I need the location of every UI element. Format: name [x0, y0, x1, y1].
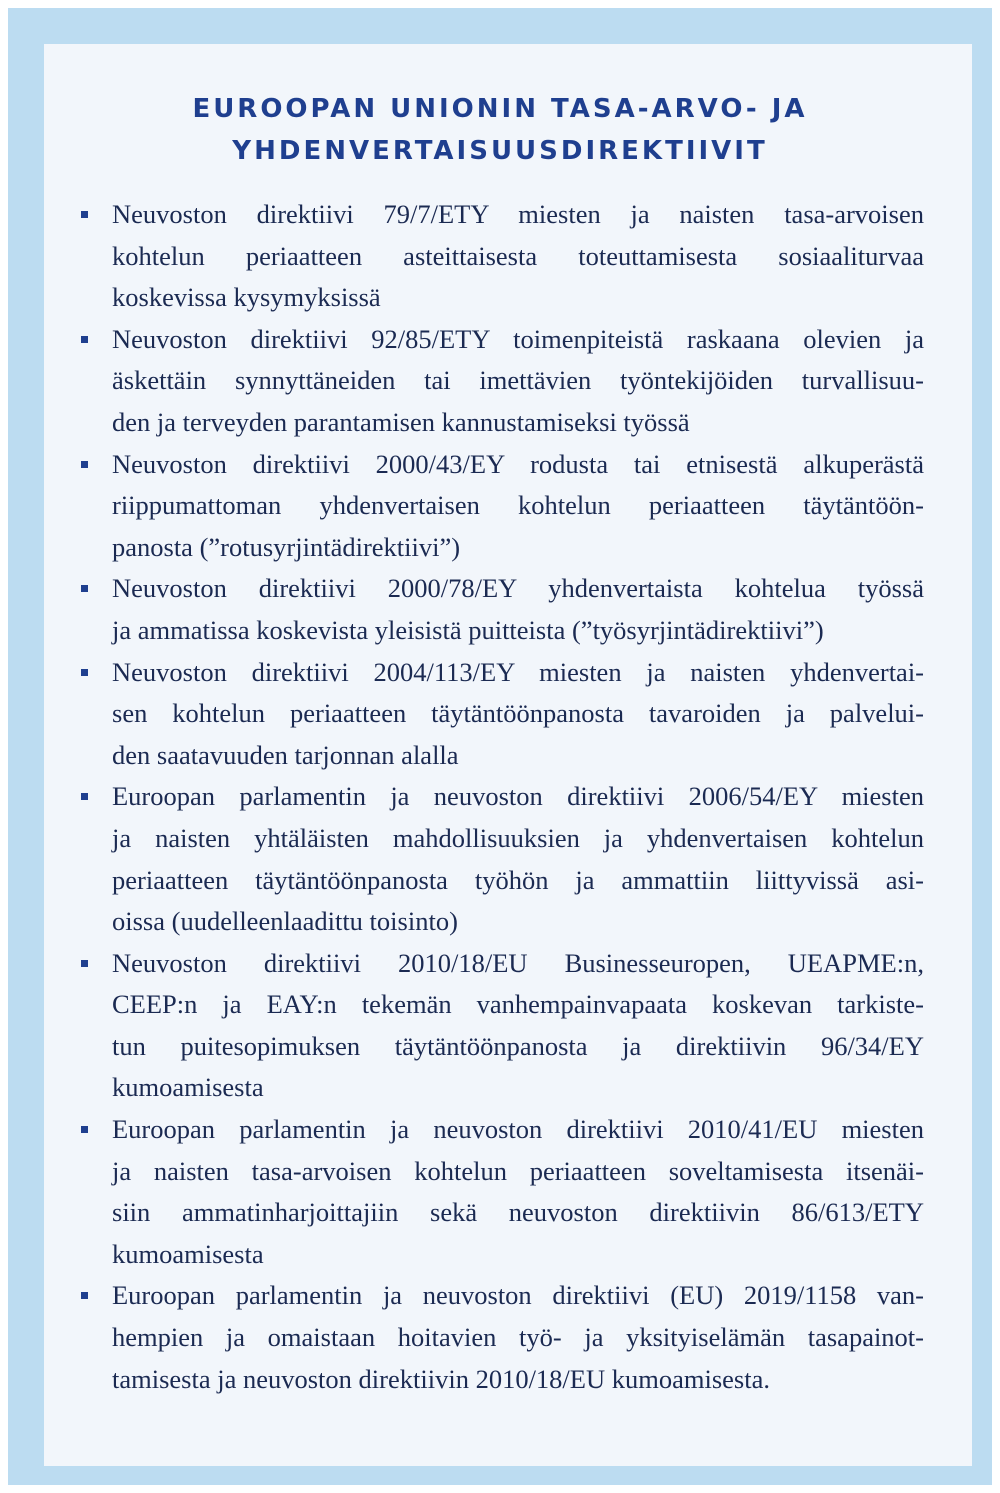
list-item	[74, 652, 924, 777]
list-item	[74, 444, 924, 569]
page-title	[0, 88, 1000, 172]
title-line-2: YHDENVERTAISUUSDIREKTIIVIT	[232, 136, 768, 166]
list-item-text-line: oissa (uudelleenlaadittu toisinto)	[112, 906, 458, 937]
bullet-icon	[81, 669, 88, 676]
list-item-text-line: siin ammatinharjoittajiin sekä neuvoston direktiivin 86/613/ETY	[112, 1197, 924, 1228]
list-item-text-line: hempien ja omaistaan hoitavien työ- ja yksityiselämän tasapainot-	[112, 1322, 924, 1353]
list-item-text-line: Neuvoston direktiivi 79/7/ETY miesten ja naisten tasa-arvoisen	[112, 199, 924, 229]
list-item-text-line: Neuvoston direktiivi 2000/78/EY yhdenvertaista kohtelua työssä	[112, 573, 924, 604]
list-item-text-line: den ja terveyden parantamisen kannustamiseksi työssä	[112, 406, 690, 437]
list-item-text-line: kumoamisesta	[112, 1072, 264, 1103]
bullet-icon	[81, 1292, 88, 1299]
list-item	[74, 1275, 924, 1400]
list-item-text-line: tamisesta ja neuvoston direktiivin 2010/18/EU kumoamisesta.	[112, 1363, 770, 1394]
list-item-text-line: sen kohtelun periaatteen täytäntöönpanosta tavaroiden ja palvelui-	[112, 698, 924, 729]
list-item-text-line: kohtelun periaatteen asteittaisesta toteuttamisesta sosiaaliturvaa	[112, 240, 924, 271]
list-item-text-line: den saatavuuden tarjonnan alalla	[112, 739, 459, 770]
list-item-text-line: Neuvoston direktiivi 92/85/ETY toimenpiteistä raskaana olevien ja	[112, 323, 924, 354]
list-item-text-line: periaatteen täytäntöönpanosta työhön ja ammattiin liittyvissä asi-	[112, 864, 924, 895]
list-item-text-line: Neuvoston direktiivi 2010/18/EU Businesseuropen, UEAPME:n,	[112, 947, 924, 978]
list-item-text-line: koskevissa kysymyksissä	[112, 282, 381, 313]
bullet-icon	[81, 960, 88, 967]
list-item	[74, 568, 924, 651]
list-item	[74, 776, 924, 942]
bullet-icon	[81, 461, 88, 468]
list-item-text-line: Neuvoston direktiivi 2000/43/EY rodusta tai etnisestä alkuperästä	[112, 448, 924, 479]
list-item-text-line: riippumattoman yhdenvertaisen kohtelun periaatteen täytäntöön-	[112, 490, 924, 521]
bullet-icon	[81, 585, 88, 592]
bullet-icon	[81, 1126, 88, 1133]
list-item	[74, 1109, 924, 1275]
list-item-text-line: ja ammatissa koskevista yleisistä puitteista (”työsyrjintädirektiivi”)	[112, 614, 824, 645]
list-item-text-line: tun puitesopimuksen täytäntöönpanosta ja direktiivin 96/34/EY	[112, 1030, 924, 1061]
list-item-text-line: Euroopan parlamentin ja neuvoston direktiivi 2010/41/EU miesten	[112, 1114, 924, 1145]
list-item-text-line: ja naisten yhtäläisten mahdollisuuksien ja yhdenvertaisen kohtelun	[112, 822, 924, 853]
list-item-text-line: panosta (”rotusyrjintädirektiivi”)	[112, 531, 461, 562]
list-item	[74, 194, 924, 319]
bullet-icon	[81, 211, 88, 218]
bullet-icon	[81, 793, 88, 800]
list-item-text-line: Neuvoston direktiivi 2004/113/EY miesten ja naisten yhdenvertai-	[112, 656, 924, 687]
bullet-icon	[81, 336, 88, 343]
list-item-text-line: kumoamisesta	[112, 1238, 264, 1269]
list-item	[74, 943, 924, 1109]
title-line-1: EUROOPAN UNIONIN TASA-ARVO- JA	[192, 94, 808, 124]
list-item-text-line: ja naisten tasa-arvoisen kohtelun periaatteen soveltamisesta itsenäi-	[112, 1155, 924, 1186]
list-item-text-line: Euroopan parlamentin ja neuvoston direktiivi (EU) 2019/1158 van-	[112, 1280, 924, 1311]
list-item-text-line: äskettäin synnyttäneiden tai imettävien työntekijöiden turvallisuu-	[112, 365, 924, 396]
list-item-text-line: CEEP:n ja EAY:n tekemän vanhempainvapaata koskevan tarkiste-	[112, 989, 924, 1020]
list-item-text-line: Euroopan parlamentin ja neuvoston direktiivi 2006/54/EY miesten	[112, 781, 924, 812]
list-item	[74, 319, 924, 444]
directive-list	[74, 194, 924, 1400]
